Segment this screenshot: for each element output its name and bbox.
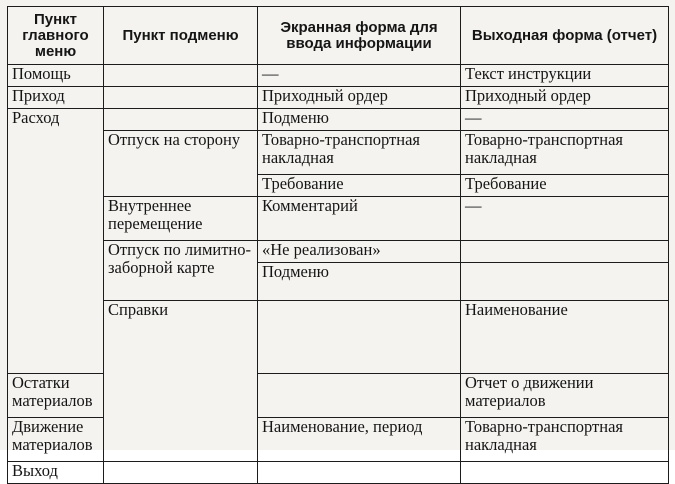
- table-row: [8, 87, 669, 109]
- output-form-cell: —: [461, 109, 669, 131]
- table-row: [8, 65, 669, 87]
- table-row: [8, 301, 669, 374]
- main-menu-cell: Выход: [8, 462, 104, 484]
- main-menu-cell: Расход: [8, 109, 104, 374]
- submenu-cell: [258, 301, 461, 374]
- output-form-cell: Товарно-транспортная накладная: [461, 418, 669, 462]
- output-form-cell: [461, 462, 669, 484]
- table-row: [8, 241, 669, 263]
- output-form-cell: Приходный ордер: [461, 87, 669, 109]
- menu-structure-table: [7, 6, 669, 484]
- screen-form-cell: —: [258, 65, 461, 87]
- header-main-menu: Пункт главного меню: [8, 7, 104, 65]
- output-form-cell: Отчет о движении материалов: [461, 374, 669, 418]
- screen-form-cell: «Не реализован»: [258, 241, 461, 263]
- output-form-cell: —: [461, 197, 669, 241]
- header-row: [8, 7, 669, 65]
- output-form-cell: [461, 241, 669, 263]
- screen-form-cell: Товарно-транспортная накладная: [258, 131, 461, 175]
- main-menu-cell: Приход: [8, 87, 104, 109]
- submenu-cell: [104, 109, 258, 131]
- table-row: [8, 109, 669, 131]
- screen-form-cell: Подменю: [258, 263, 461, 301]
- main-menu-cell: Справки: [104, 301, 258, 462]
- screen-form-cell: Требование: [258, 175, 461, 197]
- header-screen-form: Экранная форма для ввода информации: [258, 7, 461, 65]
- submenu-cell: Внутреннее перемещение: [104, 197, 258, 241]
- submenu-cell: [104, 87, 258, 109]
- table-row: [8, 131, 669, 175]
- output-form-cell: [461, 263, 669, 301]
- submenu-cell: [104, 65, 258, 87]
- screen-form-cell: Наименование: [461, 301, 669, 374]
- screen-form-cell: Комментарий: [258, 197, 461, 241]
- submenu-cell: [104, 462, 258, 484]
- screen-form-cell: Подменю: [258, 109, 461, 131]
- submenu-cell: Отпуск на сторону: [104, 131, 258, 197]
- submenu-cell: Движение материалов: [8, 418, 104, 462]
- output-form-cell: Товарно-транспортная накладная: [461, 131, 669, 175]
- screen-form-cell: Наименование, период: [258, 418, 461, 462]
- screen-form-cell: Приходный ордер: [258, 87, 461, 109]
- output-form-cell: Текст инструкции: [461, 65, 669, 87]
- header-output-form: Выходная форма (отчет): [461, 7, 669, 65]
- table-row: [8, 197, 669, 241]
- output-form-cell: Требование: [461, 175, 669, 197]
- table-row: [8, 462, 669, 484]
- screen-form-cell: [258, 462, 461, 484]
- screen-form-cell: [258, 374, 461, 418]
- submenu-cell: Остатки материалов: [8, 374, 104, 418]
- main-menu-cell: Помощь: [8, 65, 104, 87]
- submenu-cell: Отпуск по лимитно-заборной карте: [104, 241, 258, 301]
- header-submenu: Пункт подменю: [104, 7, 258, 65]
